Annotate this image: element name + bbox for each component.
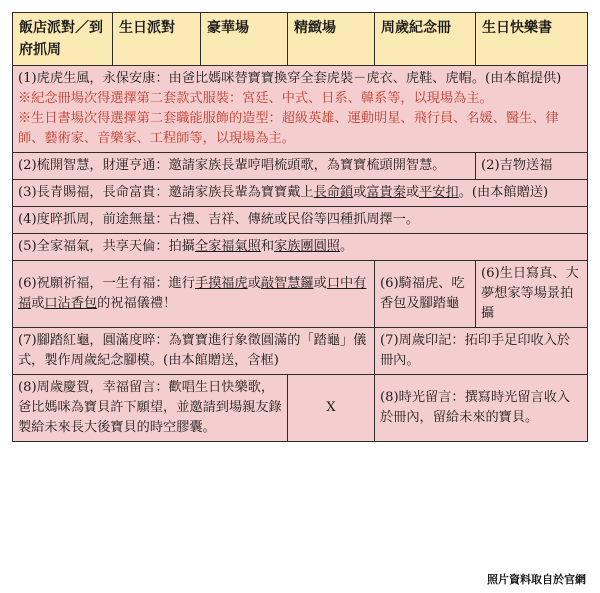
row1-line1: (1)虎虎生風，永保安康：由爸比媽咪替寶寶換穿全套虎裝－虎衣、虎鞋、虎帽。(由本館提供): [18, 71, 562, 86]
row5-reunion-photo: 家族團圓照: [274, 239, 340, 254]
table-row-7: [13, 328, 588, 375]
row1-note-album: ※紀念冊場次得選擇第二套款式服裝：宮廷、中式、日系、韓系等，以現場為主。: [18, 91, 493, 106]
table-row-3: [13, 180, 588, 207]
header-memorial-album: 周歲紀念冊: [375, 13, 476, 66]
row3-item-peace-buckle: 平安扣: [419, 185, 459, 200]
row1-cell: [13, 66, 588, 153]
row5-family-photo: 全家福氣照: [194, 239, 261, 254]
row2-main: (2)梳開智慧，財運亨通：邀請家族長輩哼唱梳頭歌，為寶寶梳頭開智慧。: [13, 153, 476, 180]
row7-main: (7)腳踏紅龜，圓滿度晬：為寶寶進行象徵圓滿的「踏龜」儀式，製作周歲紀念腳模。(由本館贈送，含框): [13, 328, 375, 375]
row3-cell: (3)長青賜福，長命富貴：邀請家族長輩為寶寶戴上長命鎖或富貴秦或平安扣。(由本館贈送): [13, 180, 588, 207]
row7-side: (7)周歲印記：拓印手足印收入於冊內。: [375, 328, 588, 375]
row8-not-available-mark: X: [288, 375, 375, 442]
table-header-row: [13, 13, 588, 66]
table-row-6: [13, 261, 588, 328]
table-row-8: [13, 375, 588, 442]
table-row-5: [13, 234, 588, 261]
row6-gong: 敲智慧鑼: [260, 276, 314, 291]
table-row-4: [13, 207, 588, 234]
header-birthday-book: 生日快樂書: [476, 13, 588, 66]
row6-blessing-mouth: 口中有福: [18, 276, 367, 311]
program-table-wrap: [12, 12, 588, 442]
program-table: [12, 12, 588, 442]
row3-item-longevity-lock: 長命鎖: [313, 185, 354, 200]
row3-item-wealth: 富貴秦: [366, 185, 406, 200]
table-row-1: [13, 66, 588, 153]
row5-cell: (5)全家福氣，共享天倫：拍攝全家福氣照和家族團圓照。: [13, 234, 588, 261]
header-deluxe: 豪華場: [201, 13, 288, 66]
table-row-2: [13, 153, 588, 180]
header-premium: 精緻場: [288, 13, 375, 66]
row2-side: (2)吉物送福: [476, 153, 588, 180]
row6-touch-tiger: 手摸福虎: [194, 276, 248, 291]
photo-credit: 照片資料取自於官網: [487, 573, 586, 586]
row8-side: (8)時光留言：撰寫時光留言收入於冊內，留給未來的寶貝。: [375, 375, 588, 442]
row4-cell: (4)度晬抓周，前途無量：古禮、吉祥、傳統或民俗等四種抓周擇一。: [13, 207, 588, 234]
row6-sachet: 口沾香包: [44, 296, 98, 311]
row3-pre: (3)長青賜福，長命富貴：邀請家族長輩為寶寶戴上: [18, 185, 314, 200]
row8-main: (8)周歲慶賀，幸福留言：歡唱生日快樂歌，爸比媽咪為寶貝許下願望，並邀請到場親友錄製給未來長大後寶貝的時空膠囊。: [13, 375, 288, 442]
header-hotel-party: 飯店派對／到府抓周: [13, 13, 113, 66]
row3-post: 。(由本館贈送): [458, 185, 549, 200]
row6-right: (6)生日寫真、大夢想家等場景拍攝: [476, 261, 588, 328]
header-birthday-party: 生日派對: [113, 13, 201, 66]
row1-note-book: ※生日書場次得選擇第二套職能服飾的造型：超級英雄、運動明星、飛行員、名媛、醫生、律師、藝術家、音樂家、工程師等，以現場為主。: [18, 111, 559, 146]
row6-main: (6)祝願祈福，一生有福：進行手摸福虎或敲智慧鑼或口中有福或口沾香包的祝福儀禮！: [13, 261, 375, 328]
row6-mid: (6)騎福虎、吃香包及腳踏龜: [375, 261, 476, 328]
